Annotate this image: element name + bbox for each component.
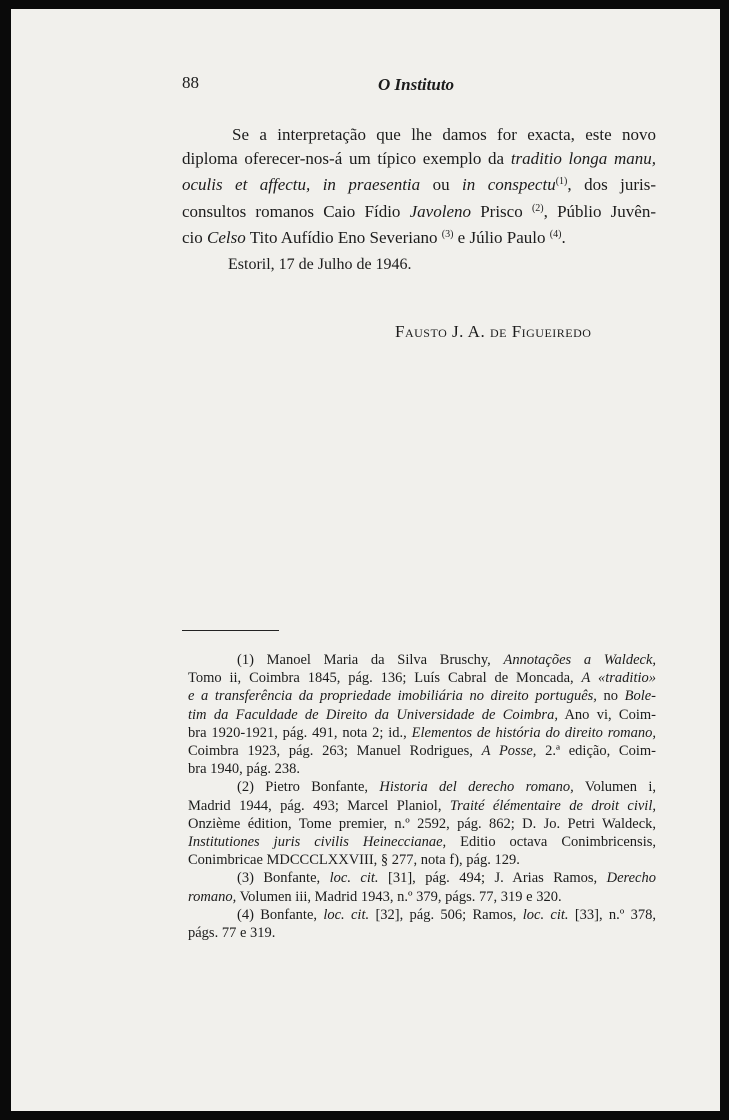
text-run: Volumen iii, Madrid 1943, n.º 379, págs. 77, 319 e 320. [236,888,562,905]
text-run: tim da Faculdade de Direito da Universidade de Coimbra, [188,706,558,723]
footnote-line [188,778,656,796]
text-run: cio [182,228,208,247]
footnote-line [188,687,656,705]
text-run: Manoel Maria da Silva Bruschy, [253,652,504,668]
text-run: Madrid 1944, pág. 493; Marcel Planiol, [188,797,450,814]
text-run: bra 1940, pág. 238. [188,761,300,778]
footnote-line [188,906,656,924]
footnote-ref: (3) [441,229,454,240]
text-run: e a transferência da propriedade imobiliária no direito português, [188,688,597,705]
footnote-line [188,651,656,669]
text-run: consultos romanos Caio Fídio [182,201,410,221]
paragraph-line [182,197,656,224]
text-run: (2) [237,779,254,796]
text-run: A Posse, [481,743,537,760]
text-run: Se a interpretação que lhe damos for exacta, este novo [232,125,656,144]
text-run: Volumen i, [573,779,656,796]
text-run: Bonfante, [253,906,324,923]
footnote-line [188,760,656,778]
text-run: oculis et affectu, in praesentia [182,175,421,194]
running-title: O Instituto [378,75,455,94]
text-run: loc. cit. [329,870,379,887]
footnote-line [188,797,656,815]
text-run: , Públio Juvên- [543,201,657,221]
text-run: . [561,228,566,247]
author-signature: Fausto J. A. de Figueiredo [395,322,592,341]
footnote-line [188,742,656,760]
text-run: Elementos de história do direito romano, [411,724,656,741]
footnote-ref: (4) [549,229,562,240]
text-run: 2.ª edição, Coim- [536,743,656,760]
footnote-ref: (2) [531,202,544,214]
footnote-line [188,924,656,942]
page-number: 88 [182,73,199,92]
text-run: Bonfante, [253,870,330,887]
text-run: e Júlio Paulo [453,228,550,247]
text-run: (3) [237,870,254,887]
text-run: Tomo ii, Coimbra 1845, pág. 136; Luís Cabral de Moncada, [188,670,582,687]
text-run: Editio octava Conimbricensis, [446,834,656,851]
footnote-line [188,833,656,851]
paragraph-line [182,147,656,171]
text-run: Celso [207,228,246,247]
text-run: (4) [237,906,254,923]
footnote-line [188,669,656,687]
text-run: diploma oferecer-nos-á um típico exemplo da [182,148,511,168]
paragraph-line [182,223,656,250]
footnote-line [188,706,656,724]
footnote-line [188,851,656,869]
date-line: Estoril, 17 de Julho de 1946. [228,256,412,273]
text-run: Ano vi, Coim- [557,706,656,723]
text-run: Onzième édition, Tome premier, n.º 2592, pág. 862; D. Jo. Petri Waldeck, [188,815,656,832]
text-run: Derecho [606,870,656,887]
text-run: [33], n.º 378, [568,906,656,923]
paragraph-line [182,123,656,147]
text-run: Prisco [471,201,532,221]
paragraph-line [182,170,656,197]
text-run: in conspectu [462,175,556,194]
footnote-line [188,888,656,906]
footnote-line [188,815,656,833]
text-run: bra 1920-1921, pág. 491, nota 2; id., [188,724,412,741]
text-run: romano, [188,888,237,905]
text-run: Conimbricae MDCCCLXXVIII, § 277, nota f), pág. 129. [188,852,520,869]
text-run: Coimbra 1923, pág. 263; Manuel Rodrigues, [188,743,482,760]
text-run: Historia del derecho romano, [379,779,574,796]
text-run: Tito Aufídio Eno Severiano [245,228,442,247]
text-run: [32], pág. 506; Ramos, [369,906,523,923]
text-run: traditio longa manu, [510,148,656,168]
text-run: A «traditio» [581,670,656,687]
page [11,9,720,1111]
text-run: Pietro Bonfante, [253,779,380,796]
text-run: Javoleno [409,201,471,221]
text-run: págs. 77 e 319. [188,925,276,942]
text-run: Institutiones juris civilis Heineccianae, [188,834,447,851]
text-run: loc. cit. [522,906,569,923]
footnote-line [188,869,656,887]
footnote-line [188,724,656,742]
body-paragraph [182,123,656,250]
text-run: Annotações a Waldeck, [503,652,657,668]
text-run: loc. cit. [323,906,370,923]
text-run: , dos juris- [567,175,657,194]
text-run: (1) [237,652,254,668]
footnotes [188,651,656,942]
footnote-ref: (1) [555,176,568,187]
footnote-rule [182,630,279,631]
text-run: no [596,688,625,705]
text-run: Bole- [624,688,656,705]
text-run: Traité élémentaire de droit civil, [449,797,656,814]
text-run: [31], pág. 494; J. Arias Ramos, [378,870,607,887]
text-run: ou [420,175,463,194]
